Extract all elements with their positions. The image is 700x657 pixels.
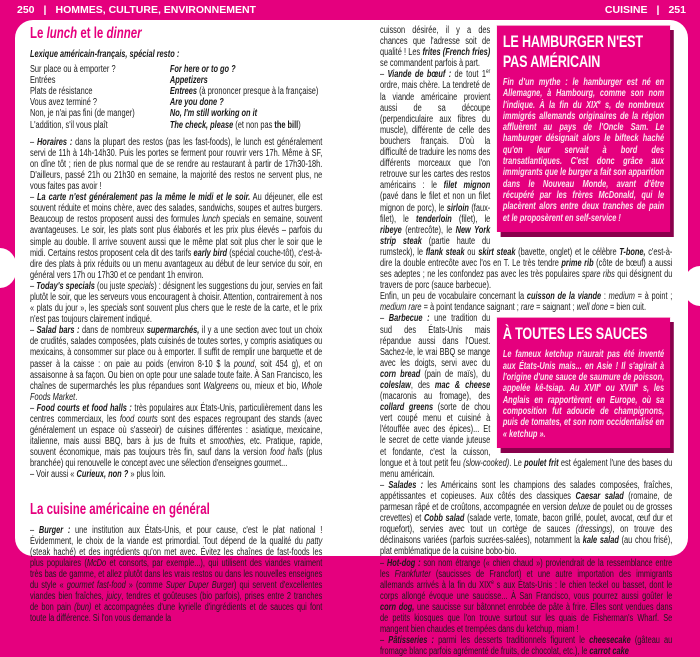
- text-run: (gâteau au fromage blanc parfois agrémenté de fruits, de chocolat, etc.), le: [380, 635, 673, 657]
- left-running-header: [17, 4, 256, 16]
- text-run: ordre, mais chère. La tendreté de la viande américaine provient aussi de sa découpe (perpendiculaire aux fibres du muscle), différente de celle des bouchers français. D'où la difficulté de traduire les noms des différents morceaux que l'on retrouve sur les cartes des restos américains : le: [380, 80, 491, 192]
- paragraph: [380, 291, 672, 313]
- text-run: specials: [127, 280, 155, 292]
- text-run: Pâtisseries :: [388, 635, 434, 647]
- text-run: (dressings): [575, 524, 613, 536]
- text-run: –: [30, 402, 37, 414]
- text-run: s, les Anglais en rapportèrent en Europe, où sa composition fut adoucie de champignons, puis de tomates, et son nom occidentalisé en « ketchup ».: [502, 383, 665, 440]
- text-run: –: [30, 325, 37, 337]
- text-run: medium rare: [380, 302, 422, 314]
- text-run: Entrees: [169, 86, 198, 98]
- text-run: une saucisse sur bâtonnet enrobée de pâte à frire. Elles sont vendues dans de petits kiosques que l'on trouve surtout sur les quais de Fisherman's Wharf. Se mangent bien chaudes et trempées dans du ketchup, miam !: [380, 601, 673, 636]
- text-run: (faux-filet), le: [380, 202, 491, 225]
- text-run: s aux États-Unis : le chien teckel ou basset, dont le corps allongé évoque une saucisse... À San Francisco, vous pourrez aussi goûter le: [380, 579, 673, 602]
- text-run: (partie haute du rumsteck), le: [380, 235, 491, 258]
- box-text: [503, 77, 664, 224]
- text-run: (ou juste: [94, 280, 128, 292]
- text-run: = saignant ;: [534, 302, 577, 314]
- text-run: (spécial couche-tôt), c'est-à-dire des plats à prix réduits ou un menu avantageux au début de leur service du soir, en général vers 17h ou 17h30 et ce pendant 1h environ.: [30, 247, 323, 281]
- info-box-hamburger: [497, 25, 670, 232]
- text-run: de tout 1: [451, 69, 486, 81]
- text-run: –: [30, 136, 37, 148]
- text-run: rare: [520, 302, 535, 314]
- text-run: e: [598, 98, 601, 106]
- separator: |: [656, 4, 660, 16]
- text-run: Food courts et food halls :: [36, 402, 132, 414]
- text-run: Le fameux ketchup n'aurait pas été inventé aux États-Unis mais... en Asie ! Il s'agirait à l'origine d'une sauce de saumure de poisson, appelée kê-tsiap. Au XVII: [502, 349, 665, 395]
- text-run: (au chou frisé), plat emblématique de la cuisine bobo-bio.: [380, 535, 673, 558]
- text-run: , des: [410, 380, 435, 391]
- paragraph: [380, 635, 672, 657]
- text-run: c'est-à-dire la double entrecôte avec l'os en T. Le très tendre: [380, 246, 673, 269]
- text-run: une tradition du sud des États-Unis mais répandue aussi dans l'Ouest. Sachez-le, le vrai BBQ se mange avec les doigts, servi avec du: [380, 313, 491, 369]
- text-run: La carte n'est généralement pas la même le midi et le soir.: [37, 192, 251, 204]
- text-run: pound: [233, 358, 255, 370]
- text-run: poulet frit: [524, 457, 559, 469]
- text-run: lunch specials: [202, 214, 250, 226]
- page-number: 250: [17, 4, 35, 16]
- text-run: , tendres et goûteuses (bio parfois), prises entre 2 tranches de bon pain: [30, 591, 323, 614]
- text-run: T-bone,: [619, 246, 646, 258]
- lexique-title: Lexique américain-français, spécial resto :: [30, 49, 180, 60]
- text-run: Viande de bœuf :: [387, 69, 452, 81]
- separator: |: [43, 4, 47, 16]
- lexique-french: Sur place ou à emporter ?: [30, 64, 116, 76]
- lexique-english: [170, 75, 322, 86]
- text-run: food courts: [119, 414, 158, 425]
- text-run: (sorte de chou vert coupé menu et cuisiné à l'étouffée avec des épices)... Et le secret de cette viande juteuse et fondante, c'est la cuisson, longue et à tout petit feu: [380, 402, 491, 469]
- text-run: ribeye: [380, 224, 402, 236]
- text-run: (entrecôte), le: [401, 224, 456, 236]
- text-run: –: [380, 557, 387, 569]
- page-number: 251: [668, 4, 686, 16]
- lexique-english: [170, 97, 322, 108]
- text-run: Curieux, non ?: [76, 469, 129, 481]
- text-run: et le: [77, 25, 107, 42]
- text-run: de poulet ou de grosses crevettes) et: [380, 502, 673, 525]
- text-run: medium: [608, 291, 635, 303]
- text-run: dinner: [106, 25, 142, 42]
- text-run: et accompagnées d'une kyrielle d'ingrédients et de sauces qui font toute la différence. Si l'on vous demande la: [30, 602, 323, 625]
- text-run: (romaine, de parmesan râpé et de croûtons, accompagnée en version: [380, 490, 673, 514]
- text-run: = à point tendance saignant ;: [421, 302, 521, 314]
- text-run: est également l'une des bases du menu américain.: [380, 457, 673, 480]
- left-column: [30, 25, 322, 624]
- paragraph: [380, 558, 672, 636]
- text-run: sont souvent plus chers que le reste de la carte, et le prix n'est pas toujours clairement indiqué.: [30, 303, 323, 326]
- text-run: specials: [100, 303, 128, 315]
- text-run: For here or to go ?: [169, 64, 236, 76]
- text-run: en semaine, souvent avantageuses. Le soir, les plats sont plus élaborés et les prix plus élevés – parfois du simple au double. Il arrive souvent aussi que le même plat soit plus cher le soir que le midi. Certains restos proposent cela dit des tarifs: [30, 214, 323, 259]
- paragraph: [30, 192, 322, 281]
- text-run: qui désignent du travers de porc (sauce barbecue).: [380, 269, 673, 292]
- text-run: ou, mieux et bio,: [238, 380, 302, 392]
- text-run: cuisson désirée, il y a des chances que l'adresse soit de qualité ! Les: [380, 25, 491, 59]
- text-run: Are you done ?: [169, 97, 224, 109]
- text-run: dans de nombreux: [79, 325, 147, 337]
- left-paragraphs: [30, 137, 322, 481]
- text-run: New York strip steak: [380, 224, 491, 247]
- text-run: se commandent parfois à part.: [380, 58, 480, 70]
- text-run: Fin d'un mythe : le hamburger est né en Allemagne, à Hambourg, comme son nom l'indique. À la fin du XIX: [502, 77, 665, 111]
- text-run: (steak haché) et des ingrédients qu'on met avec. Évitez les chaînes de fast-foods les plus populaires (: [30, 546, 323, 569]
- text-run: frites (French fries): [422, 47, 491, 59]
- text-run: :: [601, 291, 609, 303]
- paragraph: [30, 137, 322, 192]
- text-run: e: [635, 382, 639, 390]
- box-title: LE HAMBURGER N'EST PAS AMÉRICAIN: [502, 32, 643, 71]
- lexique-english: [170, 108, 322, 119]
- text-run: corn bread: [380, 368, 421, 380]
- paragraph: [30, 525, 322, 625]
- box-text: [503, 349, 664, 439]
- lexique-french: Vous avez terminé ?: [30, 97, 98, 109]
- text-run: coleslaw: [380, 380, 411, 391]
- text-run: Horaires :: [36, 136, 73, 148]
- text-run: flank steak: [425, 246, 465, 258]
- text-run: the bill: [274, 119, 299, 131]
- text-run: Appetizers: [169, 75, 208, 87]
- text-run: No, I'm still working on it: [169, 108, 258, 120]
- text-run: Super Duper Burger: [165, 580, 234, 592]
- lexique-french: Non, je n'ai pas fini (de manger): [30, 108, 135, 120]
- text-run: (côte de bœuf) a aussi ses adeptes ; ne les confondez pas avec les très populaires: [380, 257, 673, 281]
- box-title: À TOUTES LES SAUCES: [502, 324, 648, 344]
- text-run: spare ribs: [581, 269, 615, 281]
- text-run: early bird: [193, 247, 227, 259]
- text-run: – Voir aussi «: [30, 469, 77, 481]
- text-run: .: [75, 391, 78, 403]
- section-heading: [30, 25, 322, 43]
- text-run: , soit 454 g), et on assaisonne à sa façon. Ou bien on opte pour une salade toute faite. À San Francisco, les chaînes de supermarchés les plus répandues sont: [30, 358, 323, 392]
- text-run: les Américains sont les champions des salades composées, fraîches, appétissantes et copieuses. Aux côtés des classiques: [380, 479, 673, 502]
- text-run: ): [298, 119, 301, 131]
- text-run: e: [598, 382, 601, 390]
- text-run: une institution aux États-Unis, et pour cause, c'est le plat national ! Évidemment, le choix de la viande est primordial. Tout dépend de la qualité du: [30, 524, 323, 547]
- text-run: sirloin: [446, 202, 469, 214]
- text-run: = à point ;: [634, 291, 673, 303]
- text-run: et consorts, par exemple...), qui utilisent des viandes vraiment très bas de gamme, et allez plutôt dans les vrais restos ou dans les nouvelles enseignes du style «: [30, 557, 323, 592]
- text-run: corn dog,: [380, 601, 415, 613]
- text-run: filet mignon: [443, 180, 491, 192]
- text-run: (salade verte, tomate, bacon grillé, poulet, avocat, œuf dur et roquefort), servies avec tout un cortège de sauces: [380, 513, 673, 536]
- paragraph: [30, 469, 322, 480]
- text-run: dans la plupart des restos (pas les fast-foods), le lunch est généralement servi de 11h à 14h-14h30. Puis les portes se ferment pour rouvrir vers 17h. Même à SF, on dîne tôt ; rien de plus normal que de se rendre au restaurant à partir de 17h30-18h. D'ailleurs, passé 21h ou 21h30 en semaine, la majorité des restos ne servent plus, ne vous faites pas avoir !: [30, 136, 323, 193]
- lexique-french: Plats de résistance: [30, 86, 93, 98]
- text-run: sont des espaces regroupant des stands (avec généralement un espace où s'asseoir) de cuisines différentes : asiatique, mexicaine, italienne, mais aussi BBQ, bars à jus de fruits et: [30, 414, 323, 448]
- text-run: Salades :: [388, 479, 424, 491]
- paragraph: [30, 281, 322, 325]
- text-run: Today's specials: [36, 280, 95, 292]
- text-run: parmi les desserts traditionnels figurent le: [433, 635, 590, 647]
- text-run: cuisson de la viande: [526, 291, 602, 303]
- text-run: » (comme: [125, 580, 166, 592]
- text-run: Enfin, un peu de vocabulaire concernant la: [380, 291, 527, 303]
- left-paragraphs-2: [30, 525, 322, 625]
- text-run: (pavé dans le filet et non un filet mignon de porc), le: [380, 191, 491, 214]
- lexique-french: Entrées: [30, 75, 56, 87]
- text-run: –: [380, 69, 388, 81]
- text-run: –: [30, 524, 39, 536]
- paragraph: [380, 480, 672, 558]
- text-run: Walgreens: [203, 380, 239, 392]
- paragraph: [30, 325, 322, 403]
- text-run: Hot-dog :: [386, 557, 421, 569]
- text-run: skirt steak: [478, 246, 516, 258]
- text-run: Barbecue :: [388, 313, 430, 325]
- text-run: (bun): [74, 602, 92, 614]
- text-run: –: [30, 192, 38, 204]
- text-run: –: [380, 313, 389, 325]
- text-run: –: [380, 479, 389, 491]
- text-run: deluxe: [568, 502, 591, 514]
- text-run: Burger :: [38, 524, 71, 536]
- text-run: Salad bars :: [36, 325, 80, 337]
- text-run: ou XVIII: [600, 383, 636, 395]
- text-run: , etc. Pratique, rapide, souvent économique, mais pas toujours très fin, sauf dans la version: [30, 436, 323, 459]
- text-run: ) qui servent d'excellentes viandes bien fraîches,: [30, 580, 323, 603]
- text-run: Caesar salad: [575, 490, 624, 502]
- text-run: kale salad: [582, 535, 619, 547]
- text-run: = bien cuit.: [607, 302, 646, 314]
- text-run: patty: [306, 535, 323, 547]
- text-run: collard greens: [380, 402, 434, 414]
- text-run: (bavette, onglet) et le célèbre: [515, 246, 620, 258]
- text-run: ) : désignent les suggestions du jour, servies en fait plutôt le soir, que les serveurs vous encouragent à choisir. Attention, contrairement à nos « plats du jour », les: [30, 280, 323, 315]
- text-run: . Le: [509, 457, 525, 469]
- text-run: juicy: [106, 591, 122, 603]
- text-run: (plus branchée) qui renouvelle le concept avec une sélection d'enseignes gourmet...: [30, 447, 323, 470]
- text-run: McDo: [86, 557, 107, 569]
- text-run: mac & cheese: [434, 380, 491, 391]
- text-run: (macaronis au fromage), des: [380, 391, 491, 403]
- info-box-sauces: [497, 317, 670, 447]
- text-run: e: [491, 578, 494, 586]
- text-run: er: [485, 68, 491, 76]
- text-run: son nom étrange (« chien chaud ») proviendrait de la ressemblance entre les: [380, 557, 673, 580]
- text-run: –: [380, 635, 389, 647]
- right-running-header: [605, 4, 686, 16]
- text-run: Le: [30, 25, 47, 42]
- text-run: Au déjeuner, elle est souvent réduite et moins chère, avec des salades, sandwichs, soupes et autres burgers. Beaucoup de restos proposent aussi des formules: [30, 192, 323, 226]
- paragraph: [30, 403, 322, 470]
- lexique-french: L'addition, s'il vous plaît: [30, 119, 108, 131]
- text-run: Cobb salad: [423, 513, 465, 525]
- text-run: Whole Foods Market: [30, 380, 323, 403]
- text-run: » plus loin.: [128, 469, 166, 481]
- text-run: , on trouve des déclinaisons variées (parfois sucrées-salées), notamment la: [380, 524, 673, 547]
- text-run: prime rib: [561, 257, 594, 269]
- text-run: gourmet fast-food: [66, 580, 126, 592]
- lexique-table: [30, 64, 322, 131]
- lexique-english: [170, 86, 322, 97]
- section-title: HOMMES, CULTURE, ENVIRONNEMENT: [55, 4, 256, 16]
- text-run: carrot cake: [589, 646, 629, 657]
- text-run: The check, please: [169, 119, 234, 131]
- text-run: (filet), le: [451, 213, 491, 225]
- section-heading: La cuisine américaine en général: [30, 500, 210, 518]
- lexique-english: [170, 64, 322, 75]
- text-run: smoothies: [209, 436, 244, 448]
- text-run: food halls: [270, 447, 303, 459]
- text-run: supermarchés,: [146, 325, 200, 337]
- text-run: (à prononcer presque à la française): [197, 86, 319, 98]
- text-run: (slow-cooked): [463, 457, 510, 469]
- text-run: cheesecake: [589, 635, 631, 647]
- lexique-english: [170, 120, 322, 131]
- text-run: très populaires aux États-Unis, particulièrement dans les centres commerciaux, les: [30, 402, 323, 425]
- text-run: (saucisses de Francfort) et une autre importation des immigrants allemands arrivés à la fin du XIX: [380, 568, 673, 591]
- text-run: well done: [576, 302, 608, 314]
- text-run: (et non pas: [233, 119, 275, 131]
- right-column: [380, 25, 672, 657]
- text-run: tenderloin: [416, 213, 452, 225]
- text-run: –: [30, 280, 37, 292]
- text-run: il y a une section avec tout un choix de crudités, salades composées, plats cuisinés de toutes sortes, y compris asiatiques ou mexicains, à consommer sur place ou à emporter. Il suffit de remplir une barquette et de passer à la caisse : on paie au poids (environ 8-10 $ la: [30, 325, 323, 370]
- text-run: (pain de maïs), du: [420, 368, 491, 380]
- section-title: CUISINE: [604, 4, 648, 16]
- text-run: ou: [464, 246, 479, 258]
- text-run: lunch: [46, 25, 78, 42]
- text-run: Frankfurter: [394, 568, 431, 580]
- text-run: s, de nombreux immigrés allemands originaires de la région affluèrent au pays de l'Oncle Sam. Le hamburger désignait alors le bifteck haché qu'on leur servait à bord des transatlantiques. C'est donc grâce aux immigrants que le burger a fait son apparition dans le Nouveau Monde, avant d'être récupéré par les frères McDonald, qui le placèrent alors entre deux tranches de pain et le proposèrent en self-service !: [502, 99, 665, 224]
